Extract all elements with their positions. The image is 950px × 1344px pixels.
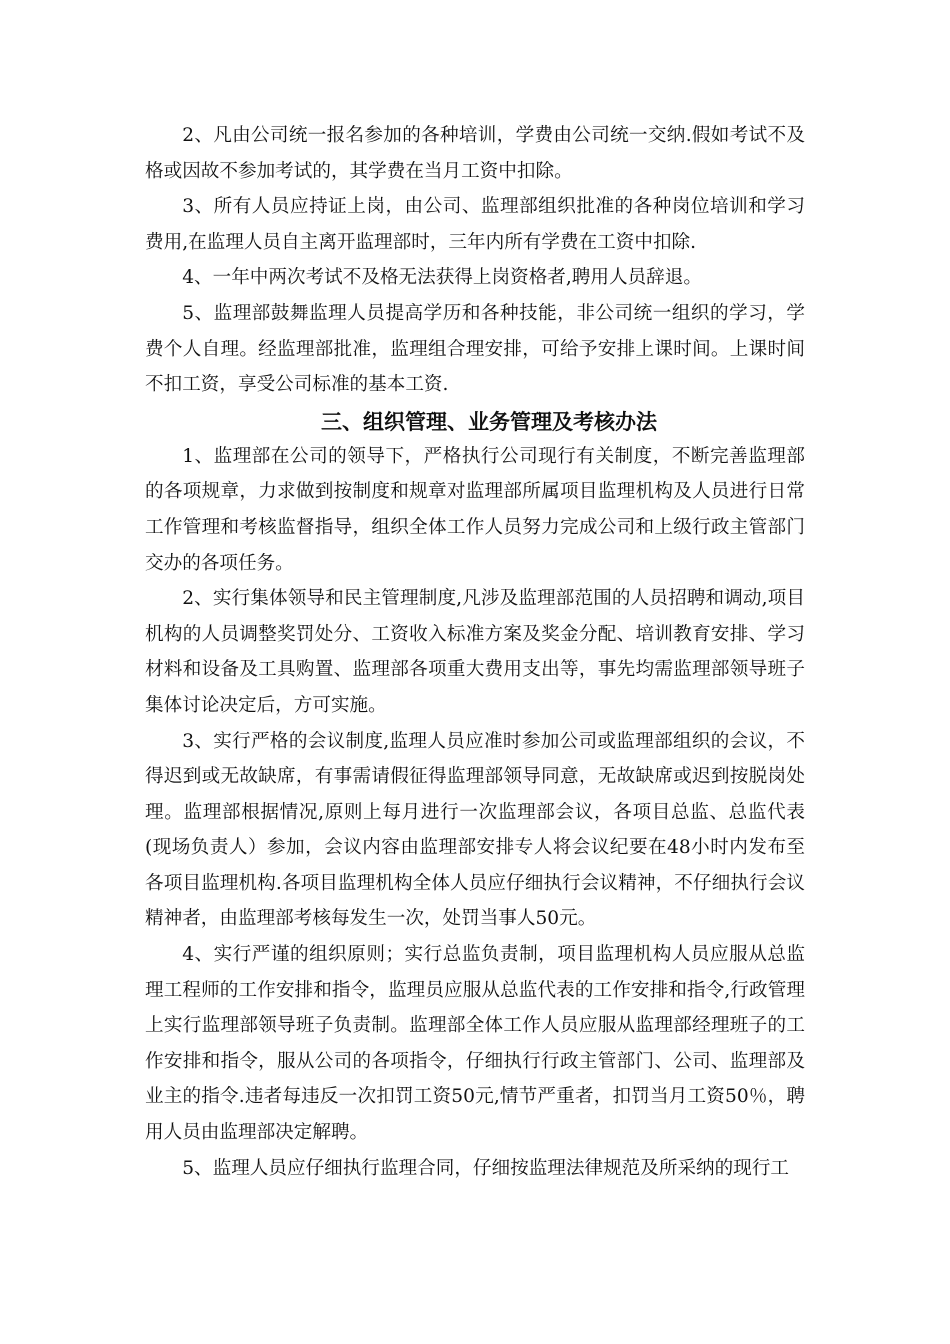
document-body <box>145 118 805 1186</box>
paragraph-collective-leadership: 2、实行集体领导和民主管理制度,凡涉及监理部范围的人员招聘和调动,项目机构的人员调整奖罚处分、工资收入标准方案及奖金分配、培训教育安排、学习材料和设备及工具购置、监理部各项重大费用支出等，事先均需监理部领导班子集体讨论决定后，方可实施。 <box>145 588 805 716</box>
paragraph-meeting-system: 3、实行严格的会议制度,监理人员应准时参加公司或监理部组织的会议，不得迟到或无故缺席，有事需请假征得监理部领导同意，无故缺席或迟到按脱岗处理。监理部根据情况,原则上每月进行一次监理部会议，各项目总监、总监代表(现场负责人）参加，会议内容由监理部安排专人将会议纪要在48小时内发布至各项目监理机构.各项目监理机构全体人员应仔细执行会议精神，不仔细执行会议精神者，由监理部考核每发生一次，处罚当事人50元。 <box>145 730 805 930</box>
paragraph-certification: 3、所有人员应持证上岗，由公司、监理部组织批准的各种岗位培训和学习费用,在监理人员自主离开监理部时，三年内所有学费在工资中扣除. <box>145 196 805 253</box>
paragraph-training-fees: 2、凡由公司统一报名参加的各种培训，学费由公司统一交纳.假如考试不及格或因故不参加考试的，其学费在当月工资中扣除。 <box>145 125 805 182</box>
paragraph-exam-failure: 4、一年中两次考试不及格无法获得上岗资格者,聘用人员辞退。 <box>182 267 702 289</box>
paragraph-organization-principles: 4、实行严谨的组织原则；实行总监负责制，项目监理机构人员应服从总监理工程师的工作安排和指令，监理员应服从总监代表的工作安排和指令,行政管理上实行监理部领导班子负责制。监理部全体工作人员应服从监理部经理班子的工作安排和指令，服从公司的各项指令，仔细执行行政主管部门、公司、监理部及业主的指令.违者每违反一次扣罚工资50元,情节严重者，扣罚当月工资50％，聘用人员由监理部决定解聘。 <box>145 944 805 1144</box>
paragraph-leadership: 1、监理部在公司的领导下，严格执行公司现行有关制度，不断完善监理部的各项规章，力求做到按制度和规章对监理部所属项目监理机构及人员进行日常工作管理和考核监督指导，组织全体工作人员努力完成公司和上级行政主管部门交办的各项任务。 <box>145 445 805 574</box>
paragraph-self-study: 5、监理部鼓舞监理人员提高学历和各种技能，非公司统一组织的学习，学费个人自理。经监理部批准，监理组合理安排，可给予安排上课时间。上课时间不扣工资，享受公司标准的基本工资. <box>145 302 805 396</box>
paragraph-contract-execution: 5、监理人员应仔细执行监理合同，仔细按监理法律规范及所采纳的现行工 <box>182 1157 790 1179</box>
section-heading: 三、组织管理、业务管理及考核办法 <box>321 408 657 434</box>
